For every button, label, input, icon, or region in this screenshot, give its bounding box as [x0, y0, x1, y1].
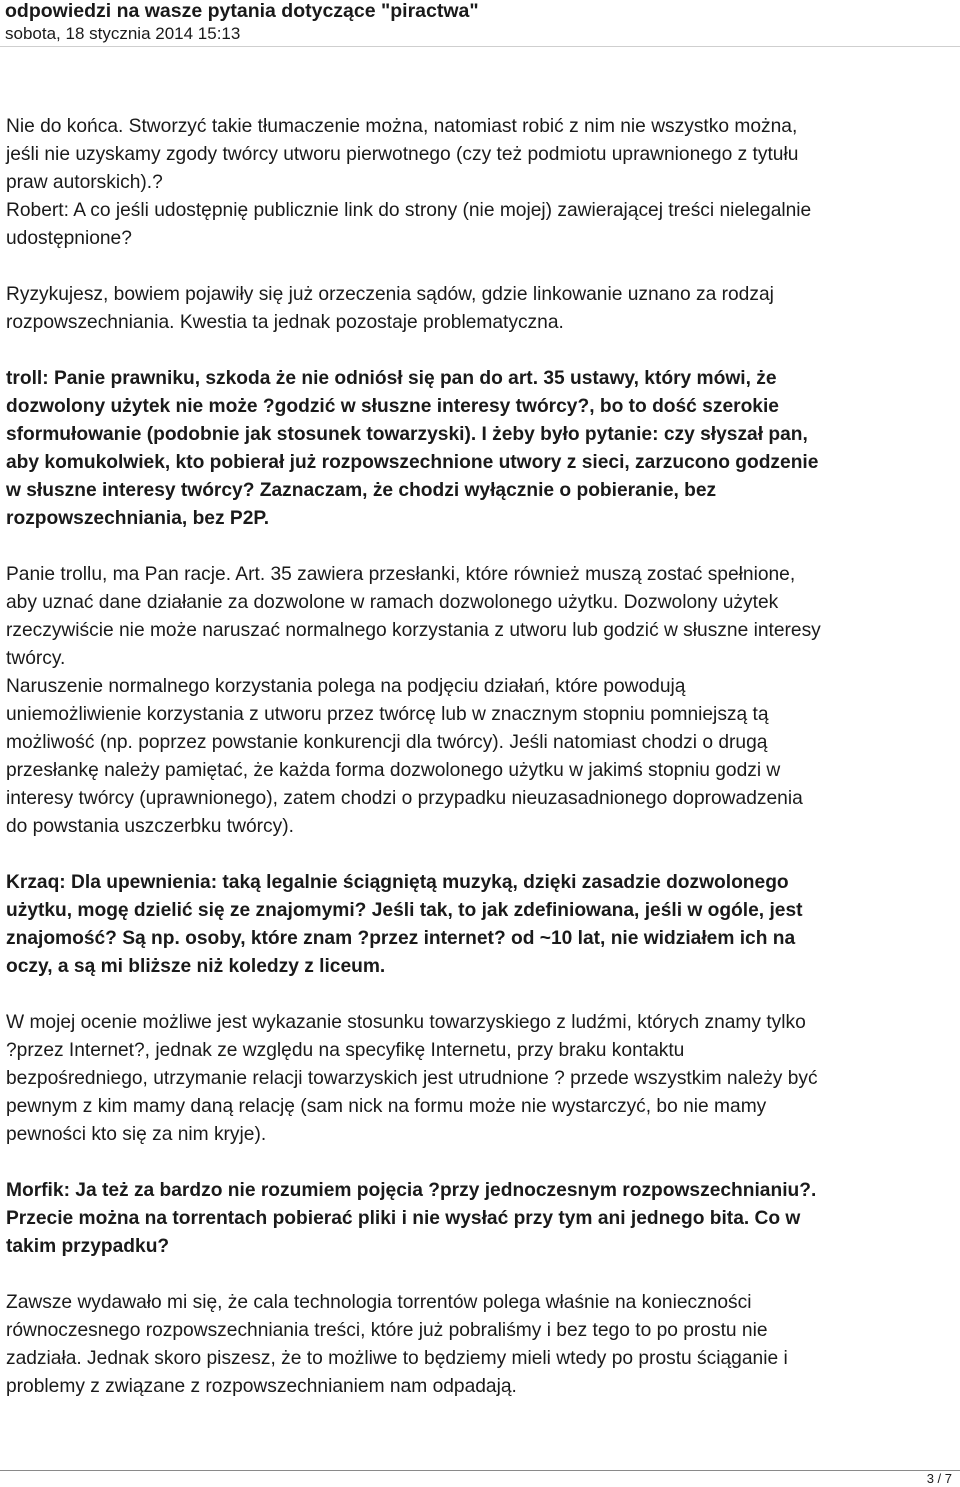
page-number: 3 / 7	[926, 1471, 952, 1486]
text-line: bezpośredniego, utrzymanie relacji towarzyskich jest utrudnione ? przede wszystkim należy być	[6, 1068, 818, 1089]
text-line: aby komukolwiek, kto pobierał już rozpowszechnione utwory z sieci, zarzucono godzenie	[6, 452, 819, 473]
document-body	[6, 113, 956, 1429]
footer-divider	[0, 1470, 960, 1471]
question-paragraph	[6, 365, 956, 533]
text-line: w słuszne interesy twórcy? Zaznaczam, że chodzi wyłącznie o pobieranie, bez	[6, 480, 717, 501]
text-line: troll: Panie prawniku, szkoda że nie odniósł się pan do art. 35 ustawy, który mówi, że	[6, 368, 777, 389]
text-line: problemy z związane z rozpowszechnianiem nam odpadają.	[6, 1376, 517, 1397]
text-line: uniemożliwienie korzystania z utworu przez twórcę lub w znacznym stopniu pomniejszą tą	[6, 704, 769, 725]
answer-paragraph	[6, 561, 956, 841]
text-line: W mojej ocenie możliwe jest wykazanie stosunku towarzyskiego z ludźmi, których znamy tylko	[6, 1012, 806, 1033]
text-line: oczy, a są mi bliższe niż koledzy z liceum.	[6, 956, 386, 977]
text-line: udostępnione?	[6, 228, 132, 249]
text-line: Robert: A co jeśli udostępnię publicznie link do strony (nie mojej) zawierającej treści nielegalnie	[6, 200, 812, 221]
text-line: jeśli nie uzyskamy zgody twórcy utworu pierwotnego (czy też podmiotu uprawnionego z tytułu	[6, 144, 799, 165]
answer-paragraph	[6, 113, 956, 253]
text-line: dozwolony użytek nie może ?godzić w słuszne interesy twórcy?, bo to dość szerokie	[6, 396, 779, 417]
text-line: do powstania uszczerbku twórcy).	[6, 816, 294, 837]
question-paragraph	[6, 1177, 956, 1261]
text-line: interesy twórcy (uprawnionego), zatem chodzi o przypadku nieuzasadnionego doprowadzenia	[6, 788, 803, 809]
text-line: aby uznać dane działanie za dozwolone w ramach dozwolonego użytku. Dozwolony użytek	[6, 592, 779, 613]
document-title: odpowiedzi na wasze pytania dotyczące "piractwa"	[5, 0, 479, 22]
text-line: rzeczywiście nie może naruszać normalnego korzystania z utworu lub godzić w słuszne interesy	[6, 620, 821, 641]
answer-paragraph	[6, 1009, 956, 1149]
text-line: twórcy.	[6, 648, 66, 669]
text-line: Zawsze wydawało mi się, że cala technologia torrentów polega właśnie na konieczności	[6, 1292, 752, 1313]
document-header	[5, 0, 955, 45]
question-paragraph	[6, 869, 956, 981]
text-line: Przecie można na torrentach pobierać pliki i nie wysłać przy tym ani jednego bita. Co w	[6, 1208, 801, 1229]
text-line: Naruszenie normalnego korzystania polega na podjęciu działań, które powodują	[6, 676, 686, 697]
text-line: przesłankę należy pamiętać, że każda forma dozwolonego użytku w jakimś stopniu godzi w	[6, 760, 781, 781]
text-line: sformułowanie (podobnie jak stosunek towarzyski). I żeby było pytanie: czy słyszał pan,	[6, 424, 808, 445]
text-line: zadziała. Jednak skoro piszesz, że to możliwe to będziemy mieli wtedy po prostu ściąganie i	[6, 1348, 788, 1369]
answer-paragraph	[6, 281, 956, 337]
text-line: równoczesnego rozpowszechniania treści, które już pobraliśmy i bez tego to po prostu nie	[6, 1320, 768, 1341]
document-date: sobota, 18 stycznia 2014 15:13	[5, 24, 241, 43]
text-line: znajomość? Są np. osoby, które znam ?przez internet? od ~10 lat, nie widziałem ich na	[6, 928, 796, 949]
text-line: Morfik: Ja też za bardzo nie rozumiem pojęcia ?przy jednoczesnym rozpowszechnianiu?.	[6, 1180, 817, 1201]
text-line: możliwość (np. poprzez powstanie konkurencji dla twórcy). Jeśli natomiast chodzi o drugą	[6, 732, 768, 753]
text-line: ?przez Internet?, jednak ze względu na specyfikę Internetu, przy braku kontaktu	[6, 1040, 685, 1061]
text-line: praw autorskich).?	[6, 172, 163, 193]
text-line: Nie do końca. Stworzyć takie tłumaczenie można, natomiast robić z nim nie wszystko można,	[6, 116, 798, 137]
text-line: rozpowszechniania, bez P2P.	[6, 508, 270, 529]
text-line: Panie trollu, ma Pan racje. Art. 35 zawiera przesłanki, które również muszą zostać spełnione,	[6, 564, 796, 585]
text-line: rozpowszechniania. Kwestia ta jednak pozostaje problematyczna.	[6, 312, 564, 333]
answer-paragraph	[6, 1289, 956, 1401]
text-line: Ryzykujesz, bowiem pojawiły się już orzeczenia sądów, gdzie linkowanie uznano za rodzaj	[6, 284, 774, 305]
text-line: Krzaq: Dla upewnienia: taką legalnie ściągniętą muzyką, dzięki zasadzie dozwolonego	[6, 872, 789, 893]
header-divider	[0, 46, 960, 47]
text-line: pewności kto się za nim kryje).	[6, 1124, 267, 1145]
text-line: użytku, mogę dzielić się ze znajomymi? Jeśli tak, to jak zdefiniowana, jeśli w ogóle, jest	[6, 900, 803, 921]
text-line: pewnym z kim mamy daną relację (sam nick na formu może nie wystarczyć, bo nie mamy	[6, 1096, 767, 1117]
text-line: takim przypadku?	[6, 1236, 170, 1257]
